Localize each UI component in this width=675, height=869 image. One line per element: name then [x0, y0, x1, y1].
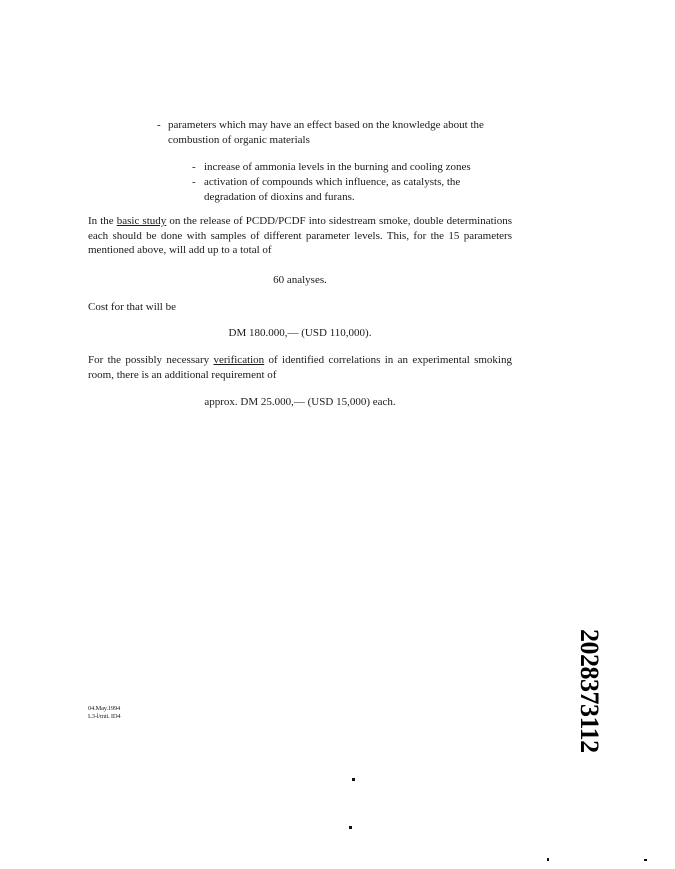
footer-date: 04.May.1994: [88, 705, 121, 712]
verification-underlined: verification: [213, 354, 265, 366]
bullet-dash: -: [192, 176, 196, 188]
bullet-parameters-text: parameters which may have an effect based on the knowledge about the combustion of organic materials: [168, 119, 484, 146]
paragraph-verification: [88, 353, 512, 382]
bullet-dash: -: [157, 119, 161, 131]
sub-bullet-catalysts-text: activation of compounds which influence, as catalysts, the degradation of dioxins and furans.: [204, 176, 461, 203]
basic-study-underlined: basic study: [116, 215, 167, 227]
bates-number: 2028373112: [575, 629, 604, 753]
scan-speck: [644, 859, 647, 861]
cost-intro-line: Cost for that will be: [88, 301, 176, 313]
scan-speck: [352, 778, 355, 781]
total-analyses-line: 60 analyses.: [273, 274, 327, 286]
sub-bullet-ammonia: [192, 160, 504, 175]
cost-amount-line: DM 180.000,— (USD 110,000).: [228, 327, 372, 339]
footer-reference: [88, 705, 120, 720]
sub-bullet-catalysts: [192, 175, 504, 204]
bullet-dash: -: [192, 161, 196, 173]
paragraph-verification-post: of identified correlations in an experimental smoking room, there is an additional requirement of: [88, 354, 512, 381]
paragraph-basic-study: [88, 214, 512, 258]
scan-speck: [547, 858, 549, 861]
paragraph-verification-pre: For the possibly necessary: [88, 354, 214, 366]
sub-bullet-ammonia-text: increase of ammonia levels in the burning and cooling zones: [204, 161, 471, 173]
additional-cost-line: approx. DM 25.000,— (USD 15,000) each.: [204, 396, 396, 408]
paragraph-basic-study-pre: In the: [88, 215, 117, 227]
paragraph-basic-study-post: on the release of PCDD/PCDF into sidestream smoke, double determinations each should be done with samples of different parameter levels. This, for the 15 parameters mentioned above, will add up to a total of: [88, 215, 512, 256]
scan-speck: [349, 826, 352, 829]
footer-ref-code: L3-l/mit. ID4: [88, 712, 121, 720]
bullet-parameters: [157, 118, 515, 147]
